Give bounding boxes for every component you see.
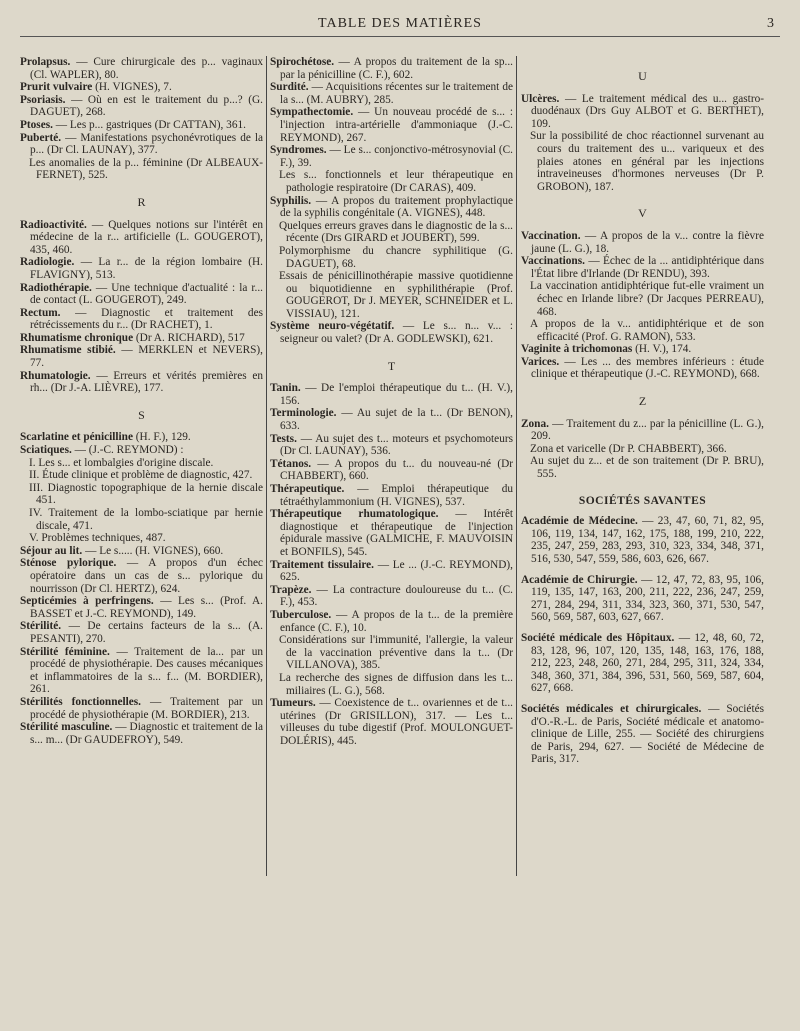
- entry-text: — Au sujet des t... moteurs et psychomoteurs (Dr Cl. LAUNAY), 536.: [280, 432, 513, 458]
- entry-headword: Traitement tissulaire.: [270, 558, 374, 571]
- section-letter: T: [387, 358, 396, 373]
- entry-headword: Ptoses.: [20, 118, 53, 131]
- index-entry: [521, 418, 764, 443]
- entry-headword: Prolapsus.: [20, 56, 71, 68]
- entry-text: Quelques erreurs graves dans le diagnostic de la s... récente (Drs GIRARD et JOUBERT), 599.: [279, 219, 513, 245]
- index-entry: [20, 482, 263, 507]
- index-entry: [521, 455, 764, 480]
- index-entry: [270, 697, 513, 747]
- entry-headword: Prurit vulvaire: [20, 81, 93, 94]
- index-entry: [270, 220, 513, 245]
- index-entry: [20, 94, 263, 119]
- entry-headword: Vaccinations.: [521, 255, 585, 268]
- entry-headword: Stérilités fonctionnelles.: [20, 695, 142, 708]
- index-entry: [270, 106, 513, 144]
- entry-text: — Une technique d'actualité : la r... de contact (L. GOUGEROT), 249.: [30, 281, 263, 307]
- entry-headword: Ulcères.: [521, 92, 560, 105]
- entry-headword: Varices.: [521, 355, 560, 368]
- index-entry: [20, 595, 263, 620]
- entry-text: — 12, 48, 60, 72, 83, 128, 96, 107, 120, 135, 148, 163, 176, 188, 212, 223, 248, 260, 271, 284, 295, 311, 324, 334, 348, 360, 371, 384, 396, 531, 560, 569, 587, 604, 627, 668.: [531, 631, 764, 695]
- entry-text: — Les p... gastriques (Dr CATTAN), 361.: [52, 118, 246, 131]
- entry-headword: Sociétés médicales et chirurgicales.: [521, 702, 702, 715]
- entry-text: — La r... de la région lombaire (H. FLAVIGNY), 513.: [30, 256, 263, 281]
- entry-headword: Tuberculose.: [270, 608, 332, 621]
- entry-headword: Séjour au lit.: [20, 544, 83, 557]
- index-entry: [270, 559, 513, 584]
- entry-text: V. Problèmes techniques, 487.: [29, 532, 166, 545]
- index-entry: [270, 609, 513, 634]
- index-entry: [20, 457, 263, 470]
- index-entry: [270, 407, 513, 432]
- index-entry: [521, 255, 764, 280]
- index-entry: [270, 433, 513, 458]
- entry-text: — MERKLEN et NEVERS), 77.: [30, 344, 263, 370]
- entry-headword: Sciatiques.: [20, 444, 72, 457]
- index-entry: [270, 382, 513, 407]
- entry-headword: Tests.: [270, 432, 297, 445]
- entry-text: — Cure chirurgicale des p... vaginaux (Cl. WAPLER), 80.: [30, 56, 263, 81]
- entry-text: — Au sujet de la t... (Dr BENON), 633.: [280, 407, 513, 433]
- section-letter: V: [638, 206, 647, 221]
- index-entry: [20, 307, 263, 332]
- entry-headword: Tanin.: [270, 382, 301, 395]
- entry-text: — (J.-C. REYMOND) :: [71, 444, 184, 457]
- entry-text: — Diagnostic et traitement de la s... m... (Dr GAUDEFROY), 549.: [30, 721, 263, 746]
- entry-headword: Sympathectomie.: [270, 106, 354, 119]
- entry-text: — Un nouveau procédé de s... : l'injection intra-artérielle d'ammoniaque (J.-C. REYMOND), 267.: [280, 106, 513, 144]
- entry-headword: Académie de Chirurgie.: [521, 573, 638, 586]
- index-entry: [20, 332, 263, 345]
- entry-text: — Le s..... (H. VIGNES), 660.: [82, 544, 224, 557]
- entry-headword: Septicémies à perfringens.: [20, 595, 154, 608]
- entry-headword: Stérilité masculine.: [20, 721, 113, 734]
- index-entry: [20, 81, 263, 94]
- entry-headword: Surdité.: [270, 81, 309, 94]
- entry-text: — Manifestations psychonévrotiques de la p... (Dr Cl. LAUNAY), 377.: [30, 131, 263, 157]
- entry-text: — A propos de la v... contre la fièvre jaune (L. G.), 18.: [531, 229, 764, 255]
- entry-text: IV. Traitement de la lombo-sciatique par hernie discale, 471.: [29, 507, 263, 532]
- entry-headword: Sténose pylorique.: [20, 557, 117, 570]
- index-entry: [20, 344, 263, 369]
- entry-headword: Trapèze.: [270, 583, 312, 596]
- page-number: 3: [767, 16, 774, 31]
- index-entry: [521, 574, 764, 624]
- entry-text: — Traitement par un procédé de physiothérapie (M. BORDIER), 213.: [30, 695, 263, 721]
- entry-text: — A propos d'un échec opératoire dans un cas de s... pylorique du nourrisson (Dr Cl. HERTZ), 624.: [30, 557, 263, 595]
- entry-text: (H. F.), 129.: [132, 431, 191, 444]
- entry-headword: Rhumatisme chronique: [20, 331, 134, 344]
- entry-headword: Stérilité féminine.: [20, 645, 110, 658]
- column-divider: [266, 56, 267, 876]
- index-entry: [521, 632, 764, 695]
- entry-text: — Diagnostic et traitement des rétrécissements du r... (Dr RACHET), 1.: [30, 306, 263, 332]
- entry-text: — Traitement de la... par un procédé de physiothérapie. Des causes mécaniques et inflammatoires de la s... f... (M. BORDIER), 261.: [30, 645, 263, 696]
- index-entry: [270, 458, 513, 483]
- index-entry: [521, 130, 764, 193]
- index-entry: [20, 557, 263, 595]
- entry-headword: Tétanos.: [270, 457, 312, 470]
- section-letter: R: [137, 194, 146, 209]
- index-entry: [521, 343, 764, 356]
- index-entry: [20, 219, 263, 257]
- index-entry: [20, 132, 263, 157]
- entry-text: Essais de pénicillinothérapie massive quotidienne ou biquotidienne en syphilithérapie (Prof. GOUGEROT, Dr J. MEYER, SCHNEIDER et L. VISSIAU), 121.: [279, 270, 513, 320]
- entry-text: — A propos de la t... de la première enfance (C. F.), 10.: [280, 608, 513, 634]
- entry-text: — 23, 47, 60, 71, 82, 95, 106, 119, 134, 147, 162, 175, 188, 199, 210, 222, 235, 247, 259, 283, 293, 310, 323, 334, 348, 371, 516, 530, 547, 559, 586, 603, 626, 667.: [531, 515, 765, 565]
- entry-headword: Syphilis.: [270, 194, 312, 207]
- entry-headword: Système neuro-végétatif.: [270, 320, 395, 333]
- index-entry: [521, 515, 764, 565]
- entry-text: — A propos du traitement prophylactique de la syphilis congénitale (A. VIGNES), 448.: [280, 194, 513, 220]
- entry-text: — Les s... (Prof. A. BASSET et J.-C. REYMOND), 149.: [30, 595, 263, 620]
- index-entry: [20, 119, 263, 132]
- entry-text: II. Étude clinique et problème de diagnostic, 427.: [29, 469, 253, 482]
- index-entry: [270, 508, 513, 558]
- index-entry: [521, 93, 764, 131]
- entry-text: Considérations sur l'immunité, l'allergie, la valeur de la vaccination préventive dans la t... (Dr VILLANOVA), 385.: [279, 634, 513, 672]
- index-entry: [20, 431, 263, 444]
- index-entry: [20, 444, 263, 457]
- entry-text: Les s... fonctionnels et leur thérapeutique en pathologie respiratoire (Dr CARAS), 409.: [279, 169, 513, 194]
- section-letter: S: [138, 407, 145, 422]
- section-heading: SOCIÉTÉS SAVANTES: [578, 494, 707, 507]
- entry-headword: Vaccination.: [521, 229, 581, 242]
- index-entry: [20, 696, 263, 721]
- index-entry: [270, 320, 513, 345]
- entry-headword: Société médicale des Hôpitaux.: [521, 631, 675, 644]
- index-entry: [20, 620, 263, 645]
- spacer: [521, 566, 764, 574]
- index-entry: [270, 483, 513, 508]
- entry-headword: Stérilité.: [20, 620, 62, 633]
- index-entry: [521, 318, 764, 343]
- entry-headword: Radioactivité.: [20, 218, 87, 231]
- entry-text: Sur la possibilité de choc réactionnel survenant au cours du traitement des u... variqueux et des plaies atones en général par les injections intraveineuses d'hormones nerveuses (Dr P. GROBON), 187.: [530, 130, 764, 193]
- entry-text: — Coexistence de t... ovariennes et de t... utérines (Dr GRISILLON), 317. — Les t... villeuses du tube digestif (Prof. MOULONGUET-DOLÉRIS), 445.: [280, 697, 513, 747]
- entry-text: La vaccination antidiphtérique fut-elle vraiment un échec en Irlande libre? (Dr Jacques PERREAU), 468.: [530, 280, 764, 318]
- index-entry: [20, 532, 263, 545]
- entry-text: — Intérêt diagnostique et thérapeutique de l'injection épidurale massive (GALMICHE, F. MAUVOISIN et BONFILS), 545.: [280, 508, 513, 558]
- spacer: [521, 624, 764, 632]
- index-entry: [20, 721, 263, 746]
- index-entry: [270, 270, 513, 320]
- entry-text: — Sociétés d'O.-R.-L. de Paris, Société médicale et anatomo-clinique de Lille, 255. — Société des chirurgiens de Paris, 294, 627. — Société de Médecine de Paris, 317.: [531, 702, 764, 766]
- entry-headword: Thérapeutique.: [270, 483, 345, 495]
- section-letter: U: [638, 69, 647, 83]
- entry-text: III. Diagnostic topographique de la hernie discale 451.: [29, 481, 263, 507]
- entry-text: — Le traitement médical des u... gastro-duodénaux (Drs Guy ALBOT et G. BERTHET), 109.: [531, 92, 764, 130]
- page-title: TABLE DES MATIÈRES: [318, 16, 482, 31]
- entry-text: — Échec de la ... antidiphtérique dans l'État libre d'Irlande (Dr RENDU), 393.: [531, 255, 764, 280]
- page-header: [20, 12, 780, 37]
- entry-text: La recherche des signes de diffusion dans les t... miliaires (L. G.), 568.: [279, 671, 513, 697]
- index-entry: [20, 256, 263, 281]
- entry-text: — Traitement du z... par la pénicilline (L. G.), 209.: [531, 417, 764, 443]
- entry-text: — Le s... n... v... : seigneur ou valet? (Dr A. GODLEWSKI), 621.: [280, 320, 513, 346]
- entry-headword: Radiothérapie.: [20, 281, 92, 294]
- index-entry: [20, 646, 263, 696]
- entry-text: Polymorphisme du chancre syphilitique (G. DAGUET), 68.: [279, 244, 513, 270]
- entry-text: A propos de la v... antidiphtérique et de son efficacité (Prof. G. RAMON), 533.: [530, 318, 764, 343]
- entry-headword: Rectum.: [20, 306, 61, 319]
- entry-headword: Rhumatologie.: [20, 369, 91, 382]
- entry-text: — De certains facteurs de la s... (A. PESANTI), 270.: [30, 620, 263, 645]
- index-entry: [20, 370, 263, 395]
- entry-headword: Scarlatine et pénicilline: [20, 431, 133, 444]
- index-entry: [20, 282, 263, 307]
- entry-text: (H. VIGNES), 7.: [92, 81, 172, 94]
- index-column-3: [521, 56, 764, 766]
- entry-headword: Puberté.: [20, 131, 62, 144]
- entry-headword: Spirochétose.: [270, 56, 335, 68]
- entry-headword: Radiologie.: [20, 256, 75, 269]
- index-entry: [20, 469, 263, 482]
- entry-text: Zona et varicelle (Dr P. CHABBERT), 366.: [530, 442, 727, 455]
- entry-text: — A propos du t... du nouveau-né (Dr CHABBERT), 660.: [280, 457, 513, 483]
- index-entry: [270, 144, 513, 169]
- entry-headword: Psoriasis.: [20, 93, 66, 106]
- entry-headword: Terminologie.: [270, 407, 337, 420]
- entry-text: — La contracture douloureuse du t... (C. F.), 453.: [280, 583, 513, 609]
- entry-text: — Erreurs et vérités premières en rh... (Dr J.-A. LIÈVRE), 177.: [30, 369, 263, 395]
- entry-text: — Où en est le traitement du p...? (G. DAGUET), 268.: [30, 93, 263, 119]
- index-entry: [20, 56, 263, 81]
- section-letter: Z: [638, 394, 647, 409]
- entry-headword: Académie de Médecine.: [521, 515, 638, 528]
- entry-text: — Le s... conjonctivo-métrosynovial (C. F.), 39.: [280, 144, 513, 169]
- entry-text: (Dr A. RICHARD), 517: [133, 331, 245, 344]
- entry-headword: Rhumatisme stibié.: [20, 344, 116, 357]
- entry-text: — De l'emploi thérapeutique du t... (H. V.), 156.: [280, 382, 513, 407]
- entry-headword: Syndromes.: [270, 144, 327, 157]
- index-entry: [270, 169, 513, 194]
- entry-text: — Le ... (J.-C. REYMOND), 625.: [280, 558, 513, 584]
- index-entry: [521, 443, 764, 456]
- entry-text: I. Les s... et lombalgies d'origine discale.: [29, 456, 214, 469]
- entry-text: Au sujet du z... et de son traitement (Dr P. BRU), 555.: [530, 455, 764, 481]
- index-column-2: [270, 56, 513, 747]
- index-entry: [521, 280, 764, 318]
- index-column-1: [20, 56, 263, 746]
- entry-text: — A propos du traitement de la sp... par la pénicilline (C. F.), 602.: [280, 56, 513, 81]
- entry-headword: Vaginite à trichomonas: [521, 343, 633, 356]
- entry-text: — 12, 47, 72, 83, 95, 106, 119, 135, 147, 163, 200, 211, 222, 236, 247, 259, 271, 284, 294, 311, 334, 323, 360, 371, 530, 547, 560, 569, 587, 603, 627, 667.: [531, 573, 764, 624]
- entry-text: (H. V.), 174.: [632, 343, 692, 356]
- index-entry: [20, 157, 263, 182]
- index-entry: [270, 584, 513, 609]
- index-entry: [270, 195, 513, 220]
- entry-text: — Acquisitions récentes sur le traitement de la s... (M. AUBRY), 285.: [280, 81, 513, 106]
- index-entry: [270, 245, 513, 270]
- index-entry: [521, 230, 764, 255]
- entry-headword: Thérapeutique rhumatologique.: [270, 508, 439, 521]
- column-divider: [516, 56, 517, 876]
- spacer: [521, 695, 764, 703]
- entry-text: Les anomalies de la p... féminine (Dr ALBEAUX-FERNET), 525.: [29, 156, 263, 182]
- index-entry: [521, 356, 764, 381]
- index-entry: [20, 507, 263, 532]
- entry-headword: Zona.: [521, 417, 549, 430]
- index-entry: [521, 703, 764, 766]
- index-entry: [270, 634, 513, 672]
- index-entry: [20, 545, 263, 558]
- entry-text: — Quelques notions sur l'intérêt en médecine de la r... artificielle (L. GOUGEROT), 435, 460.: [30, 218, 263, 256]
- entry-headword: Tumeurs.: [270, 697, 316, 710]
- index-entry: [270, 672, 513, 697]
- index-entry: [270, 56, 513, 81]
- entry-text: — Emploi thérapeutique du tétraéthylammonium (H. VIGNES), 537.: [280, 483, 513, 508]
- index-entry: [270, 81, 513, 106]
- entry-text: — Les ... des membres inférieurs : étude clinique et thérapeutique (J.-C. REYMOND), 668.: [531, 355, 764, 381]
